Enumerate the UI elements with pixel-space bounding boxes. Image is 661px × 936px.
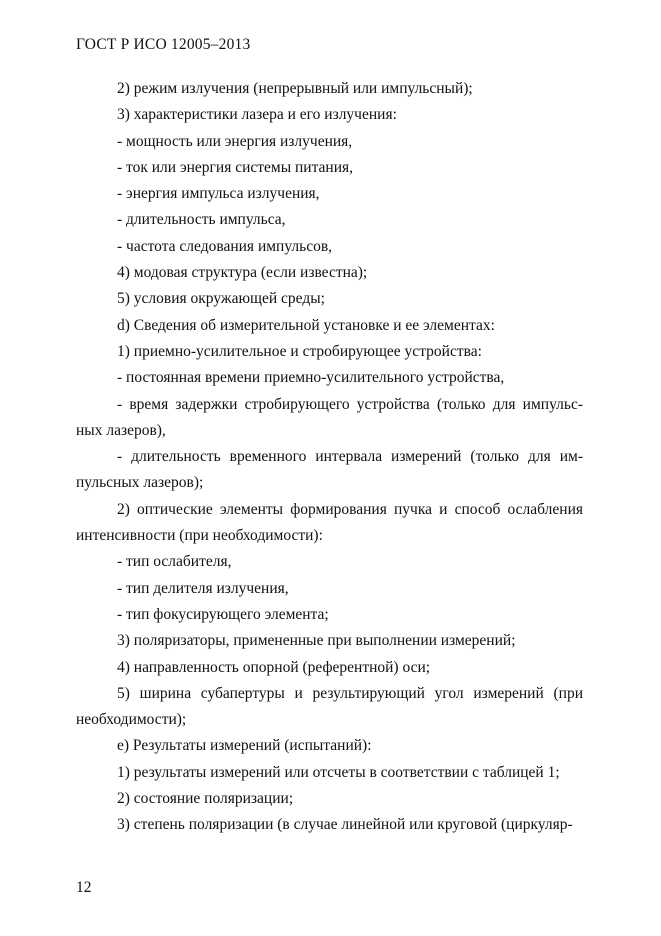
list-item: 1) результаты измерений или отсчеты в соответствии с таблицей 1;	[117, 763, 560, 781]
list-item: - энергия импульса излучения,	[117, 185, 320, 203]
list-item: 5) условия окружающей среды;	[117, 290, 325, 308]
list-item-continuation: пульсных лазеров);	[76, 474, 204, 492]
document-header: ГОСТ Р ИСО 12005–2013	[76, 36, 251, 53]
list-item: - длительность временного интервала измерений (только для им-	[117, 448, 583, 466]
list-item-continuation: ных лазеров),	[76, 421, 166, 439]
list-item: 3) характеристики лазера и его излучения:	[117, 106, 397, 124]
list-item: 2) режим излучения (непрерывный или импульсный);	[117, 80, 473, 97]
list-item: 1) приемно-усилительное и стробирующее устройства:	[117, 342, 482, 360]
list-item: - тип делителя излучения,	[117, 579, 289, 597]
list-item: 5) ширина субапертуры и результирующий угол измерений (при	[117, 684, 583, 702]
page-number: 12	[76, 879, 92, 896]
list-item: - мощность или энергия излучения,	[117, 132, 353, 150]
list-item-continuation: интенсивности (при необходимости):	[76, 527, 323, 545]
list-item: 2) оптические элементы формирования пучка и способ ослабления	[117, 500, 583, 518]
list-item: 3) поляризаторы, примененные при выполнении измерений;	[117, 632, 516, 650]
list-item: - ток или энергия системы питания,	[117, 158, 354, 176]
list-item: - длительность импульса,	[117, 211, 286, 229]
list-item: - постоянная времени приемно-усилительного устройства,	[117, 369, 505, 387]
list-item: - частота следования импульсов,	[117, 237, 333, 255]
list-item: 4) модовая структура (если известна);	[117, 264, 368, 282]
list-item: - тип фокусирующего элемента;	[117, 605, 329, 623]
list-item: 3) степень поляризации (в случае линейной или круговой (циркуляр-	[117, 816, 573, 834]
section-heading: е) Результаты измерений (испытаний):	[117, 737, 372, 755]
list-item: 4) направленность опорной (референтной) оси;	[117, 658, 431, 676]
section-heading: d) Сведения об измерительной установке и ее элементах:	[117, 316, 495, 334]
list-item: - тип ослабителя,	[117, 553, 232, 571]
list-item: - время задержки стробирующего устройства (только для импульс-	[117, 395, 583, 413]
document-body	[76, 76, 583, 839]
list-item-continuation: необходимости);	[76, 711, 187, 729]
list-item: 2) состояние поляризации;	[117, 790, 294, 808]
